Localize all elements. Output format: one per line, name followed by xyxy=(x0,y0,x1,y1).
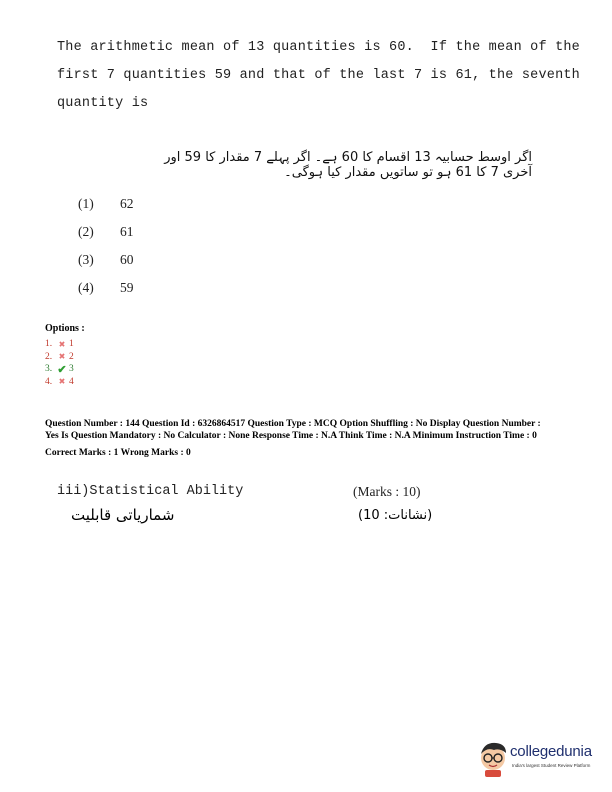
question-text xyxy=(57,34,580,118)
section-marks: (Marks : 10) xyxy=(353,484,421,499)
option-index: 4. xyxy=(45,376,53,387)
answer-choice xyxy=(78,218,134,246)
option-status-item xyxy=(45,338,74,351)
choice-number: (4) xyxy=(78,280,94,295)
option-index: 1. xyxy=(45,339,53,350)
cross-icon: ✖ xyxy=(58,377,66,387)
choice-number: (2) xyxy=(78,224,94,239)
student-mascot-icon xyxy=(476,738,510,778)
section-marks-urdu: (نشانات: 10) xyxy=(358,508,433,523)
answer-choice xyxy=(78,190,134,218)
option-value: 4 xyxy=(69,376,74,387)
choice-value: 59 xyxy=(120,280,134,295)
checkmark-icon: ✔ xyxy=(57,363,67,376)
options-heading: Options : xyxy=(45,323,85,334)
question-line: quantity is xyxy=(57,96,149,111)
option-status-item xyxy=(45,376,74,389)
question-text-urdu: اگر اوسط حسابیہ 13 اقسام کا 60 ہے۔ اگر پہلے 7 مقدار کا 59 اور آخری 7 کا 61 ہو تو ساتویں مقدار کیا ہوگی۔ xyxy=(164,150,532,180)
choice-number: (3) xyxy=(78,252,94,267)
option-index: 3. xyxy=(45,364,53,375)
question-details: Question Number : 144 Question Id : 6326864517 Question Type : MCQ Option Shuffling : No Display Question Number : Yes Is Question Mandatory : No Calculator : None Response Time : N.A Think Time : N.A Minimum Instruction Time : 0 xyxy=(45,419,541,441)
choice-value: 61 xyxy=(120,224,134,239)
question-line: first 7 quantities 59 and that of the last 7 is 61, the seventh xyxy=(57,68,580,83)
question-line: The arithmetic mean of 13 quantities is 60. If the mean of the xyxy=(57,40,580,55)
option-value: 2 xyxy=(69,351,74,362)
option-value: 3 xyxy=(69,364,74,375)
section-title: iii)Statistical Ability xyxy=(57,484,244,499)
option-index: 2. xyxy=(45,351,53,362)
cross-icon: ✖ xyxy=(58,352,66,362)
answer-choices xyxy=(78,190,134,302)
brand-name: collegedunia xyxy=(510,743,592,760)
choice-value: 62 xyxy=(120,196,134,211)
option-status-item xyxy=(45,363,74,376)
question-metadata xyxy=(45,419,555,460)
answer-choice xyxy=(78,274,134,302)
options-status-list xyxy=(45,338,74,388)
section-title-urdu: شماریاتی قابلیت xyxy=(71,506,175,524)
collegedunia-logo xyxy=(476,738,602,782)
option-status-item xyxy=(45,351,74,364)
option-value: 1 xyxy=(69,339,74,350)
brand-tagline: India's largest Student Review Platform xyxy=(512,763,591,768)
choice-value: 60 xyxy=(120,252,134,267)
marks-info: Correct Marks : 1 Wrong Marks : 0 xyxy=(45,448,191,458)
choice-number: (1) xyxy=(78,196,94,211)
answer-choice xyxy=(78,246,134,274)
cross-icon: ✖ xyxy=(58,339,66,349)
